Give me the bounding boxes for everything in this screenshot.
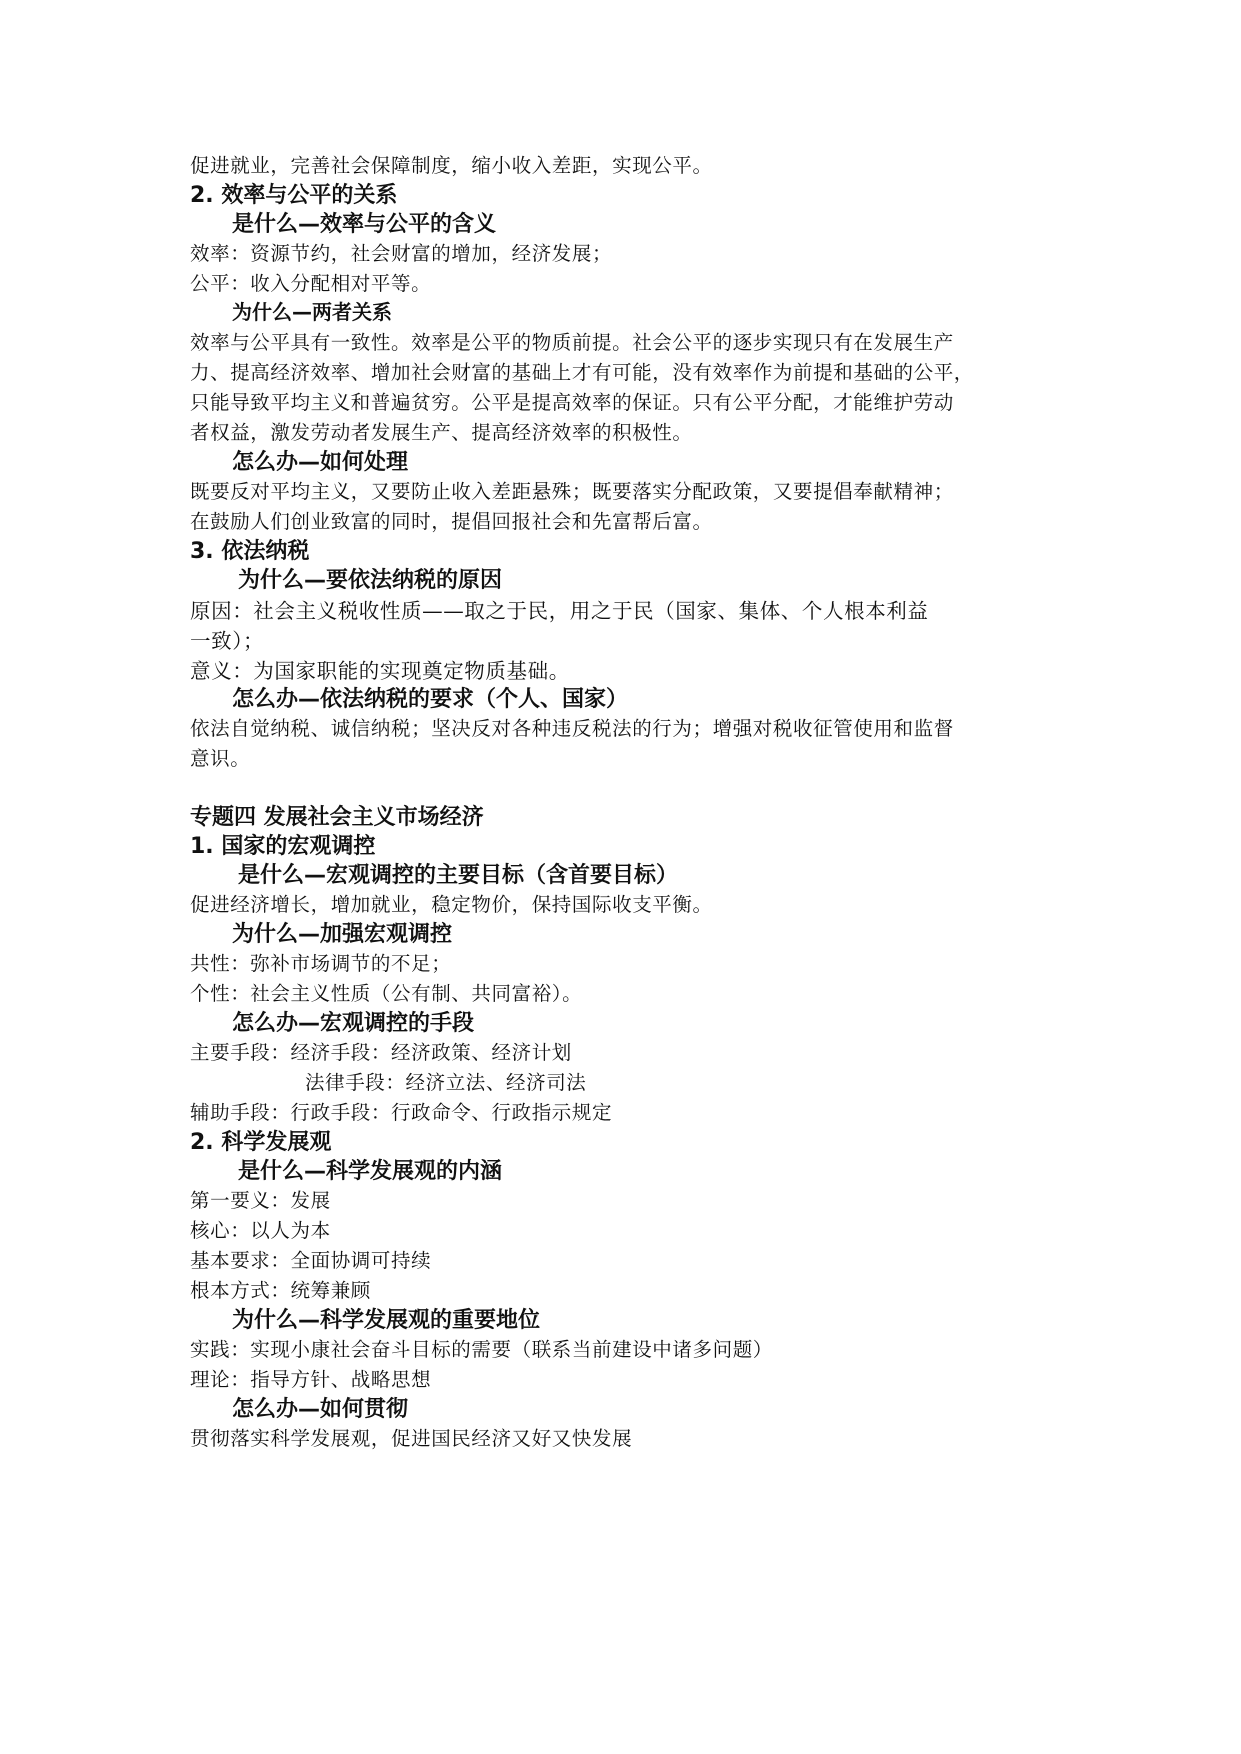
- paragraph-line: 基本要求：全面协调可持续: [190, 1249, 432, 1272]
- paragraph-line: 者权益，激发劳动者发展生产、提高经济效率的积极性。: [190, 421, 693, 444]
- subsection-heading: 为什么—两者关系: [232, 300, 392, 324]
- paragraph-line: 共性：弥补市场调节的不足；: [190, 952, 452, 975]
- paragraph-line: 效率：资源节约，社会财富的增加，经济发展；: [190, 242, 613, 265]
- paragraph-line: 辅助手段：行政手段：行政命令、行政指示规定: [190, 1101, 613, 1124]
- paragraph-line: 法律手段：经济立法、经济司法: [305, 1071, 587, 1094]
- chapter-heading: 专题四 发展社会主义市场经济: [190, 805, 484, 830]
- paragraph-line: 既要反对平均主义，又要防止收入差距悬殊；既要落实分配政策，又要提倡奉献精神；: [190, 480, 954, 503]
- subsection-heading: 怎么办—宏观调控的手段: [232, 1011, 475, 1036]
- paragraph-line: 主要手段：经济手段：经济政策、经济计划: [190, 1041, 572, 1064]
- paragraph-line: 意义：为国家职能的实现奠定物质基础。: [190, 659, 570, 683]
- subsection-heading: 怎么办—如何贯彻: [232, 1397, 409, 1422]
- subsection-heading: 是什么—效率与公平的含义: [232, 212, 497, 237]
- paragraph-line: 一致）；: [190, 629, 265, 653]
- paragraph-line: 个性：社会主义性质（公有制、共同富裕）。: [190, 982, 583, 1005]
- paragraph-line: 力、提高经济效率、增加社会财富的基础上才有可能，没有效率作为前提和基础的公平，: [190, 361, 974, 384]
- paragraph-line: 意识。: [190, 747, 251, 770]
- section-heading: 2. 效率与公平的关系: [190, 183, 398, 208]
- subsection-heading: 怎么办—依法纳税的要求（个人、国家）: [232, 687, 629, 712]
- paragraph-line: 依法自觉纳税、诚信纳税；坚决反对各种违反税法的行为；增强对税收征管使用和监督: [190, 717, 954, 740]
- paragraph-line: 在鼓励人们创业致富的同时，提倡回报社会和先富帮后富。: [190, 510, 713, 533]
- subsection-heading: 是什么—宏观调控的主要目标（含首要目标）: [238, 863, 679, 888]
- subsection-heading: 怎么办—如何处理: [232, 450, 409, 475]
- section-heading: 1. 国家的宏观调控: [190, 834, 376, 859]
- paragraph-line: 效率与公平具有一致性。效率是公平的物质前提。社会公平的逐步实现只有在发展生产: [190, 331, 954, 354]
- paragraph-line: 核心：以人为本: [190, 1219, 331, 1242]
- paragraph-line: 实践：实现小康社会奋斗目标的需要（联系当前建设中诸多问题）: [190, 1338, 773, 1361]
- subsection-heading: 为什么—加强宏观调控: [232, 922, 453, 947]
- subsection-heading: 为什么—要依法纳税的原因: [238, 568, 503, 593]
- subsection-heading: 是什么—科学发展观的内涵: [238, 1159, 503, 1184]
- paragraph-line: 只能导致平均主义和普遍贫穷。公平是提高效率的保证。只有公平分配，才能维护劳动: [190, 391, 954, 414]
- paragraph-line: 根本方式：统筹兼顾: [190, 1279, 371, 1302]
- subsection-heading: 为什么—科学发展观的重要地位: [232, 1308, 541, 1333]
- paragraph-line: 促进经济增长，增加就业，稳定物价，保持国际收支平衡。: [190, 893, 713, 916]
- paragraph-line: 促进就业，完善社会保障制度，缩小收入差距，实现公平。: [190, 154, 713, 177]
- paragraph-line: 公平：收入分配相对平等。: [190, 272, 432, 295]
- paragraph-line: 理论：指导方针、战略思想: [190, 1368, 432, 1391]
- paragraph-line: 第一要义：发展: [190, 1189, 331, 1212]
- paragraph-line: 原因：社会主义税收性质——取之于民，用之于民（国家、集体、个人根本利益: [190, 599, 929, 623]
- paragraph-line: 贯彻落实科学发展观，促进国民经济又好又快发展: [190, 1427, 633, 1450]
- section-heading: 3. 依法纳税: [190, 539, 310, 564]
- section-heading: 2. 科学发展观: [190, 1130, 332, 1155]
